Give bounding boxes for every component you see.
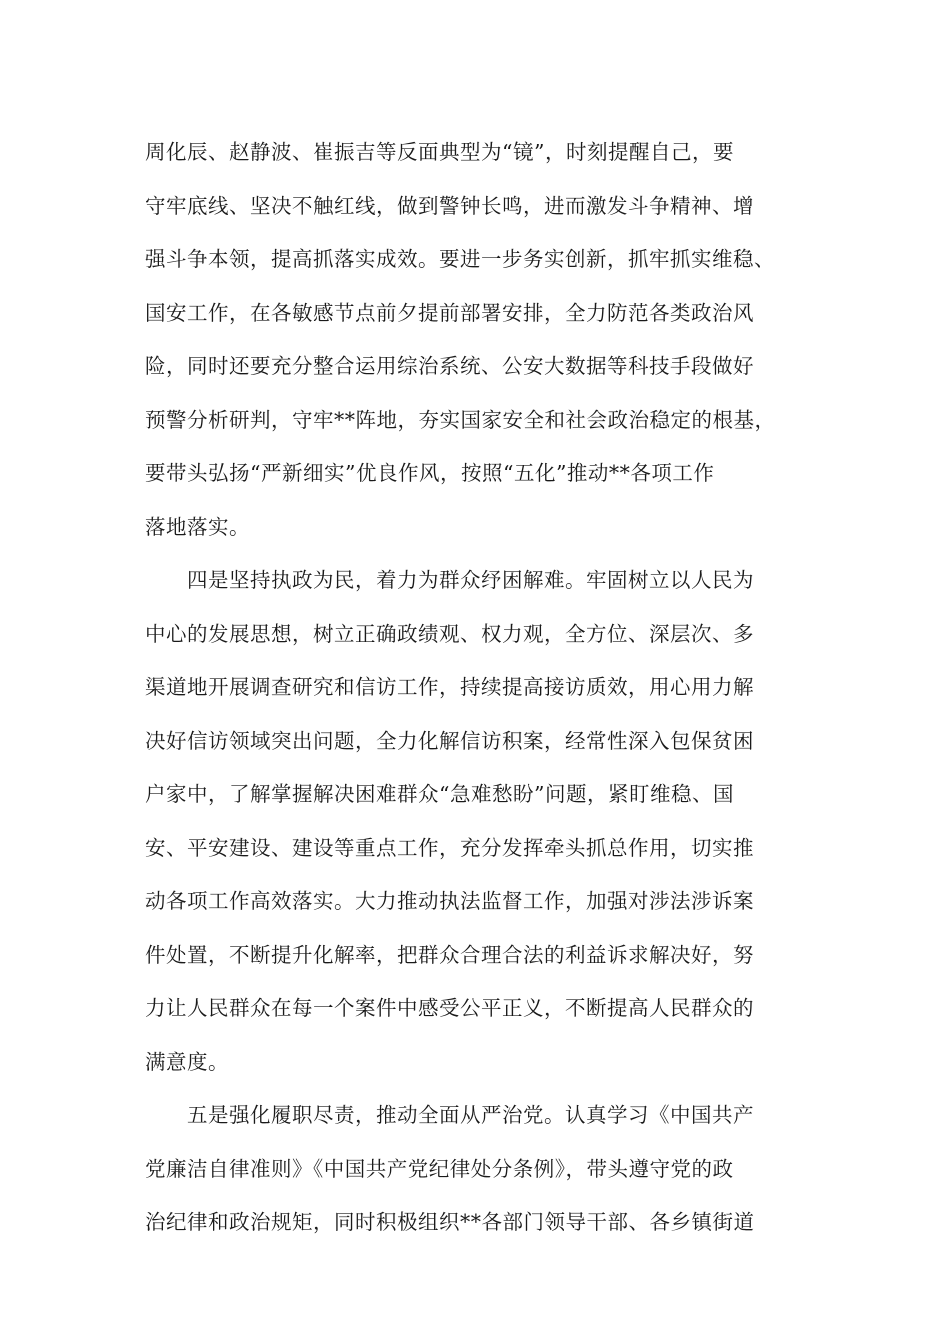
document-body <box>145 126 805 1250</box>
text-line: 险，同时还要充分整合运用综治系统、公安大数据等科技手段做好 <box>145 354 754 378</box>
text-line: 强斗争本领，提高抓落实成效。要进一步务实创新，抓牢抓实维稳、 <box>145 247 775 271</box>
paragraph-continuation <box>145 126 805 554</box>
text-line: 满意度。 <box>145 1049 229 1074</box>
text-line: 力让人民群众在每一个案件中感受公平正义，不断提高人民群众的 <box>145 996 754 1020</box>
text-line: 周化辰、赵静波、崔振吉等反面典型为“镜”，时刻提醒自己，要 <box>145 140 734 164</box>
text-line: 国安工作，在各敏感节点前夕提前部署安排，全力防范各类政治风 <box>145 300 754 325</box>
text-line: 动各项工作高效落实。大力推动执法监督工作，加强对涉法涉诉案 <box>145 889 754 913</box>
paragraph-point-four <box>145 554 805 1089</box>
text-line: 落地落实。 <box>145 514 250 539</box>
text-line: 安、平安建设、建设等重点工作，充分发挥牵头抓总作用，切实推 <box>145 835 754 860</box>
text-line: 守牢底线、坚决不触红线，做到警钟长鸣，进而激发斗争精神、增 <box>145 193 754 218</box>
text-line: 五是强化履职尽责，推动全面从严治党。认真学习《中国共产 <box>145 1103 754 1127</box>
text-line: 决好信访领域突出问题，全力化解信访积案，经常性深入包保贫困 <box>145 728 754 753</box>
text-line: 渠道地开展调查研究和信访工作，持续提高接访质效，用心用力解 <box>145 675 754 699</box>
text-line: 预警分析研判，守牢**阵地，夯实国家安全和社会政治稳定的根基， <box>145 407 776 432</box>
paragraph-point-five <box>145 1089 805 1250</box>
text-line: 中心的发展思想，树立正确政绩观、权力观，全方位、深层次、多 <box>145 621 754 646</box>
text-line: 件处置，不断提升化解率，把群众合理合法的利益诉求解决好，努 <box>145 942 754 967</box>
text-line: 治纪律和政治规矩，同时积极组织**各部门领导干部、各乡镇街道 <box>145 1210 755 1234</box>
text-line: 要带头弘扬“严新细实”优良作风，按照“五化”推动**各项工作 <box>145 461 715 485</box>
text-line: 户家中，了解掌握解决困难群众“急难愁盼”问题，紧盯维稳、国 <box>145 782 734 806</box>
text-line: 党廉洁自律准则》《中国共产党纪律处分条例》，带头遵守党的政 <box>145 1156 734 1181</box>
text-line: 四是坚持执政为民，着力为群众纾困解难。牢固树立以人民为 <box>145 568 754 592</box>
